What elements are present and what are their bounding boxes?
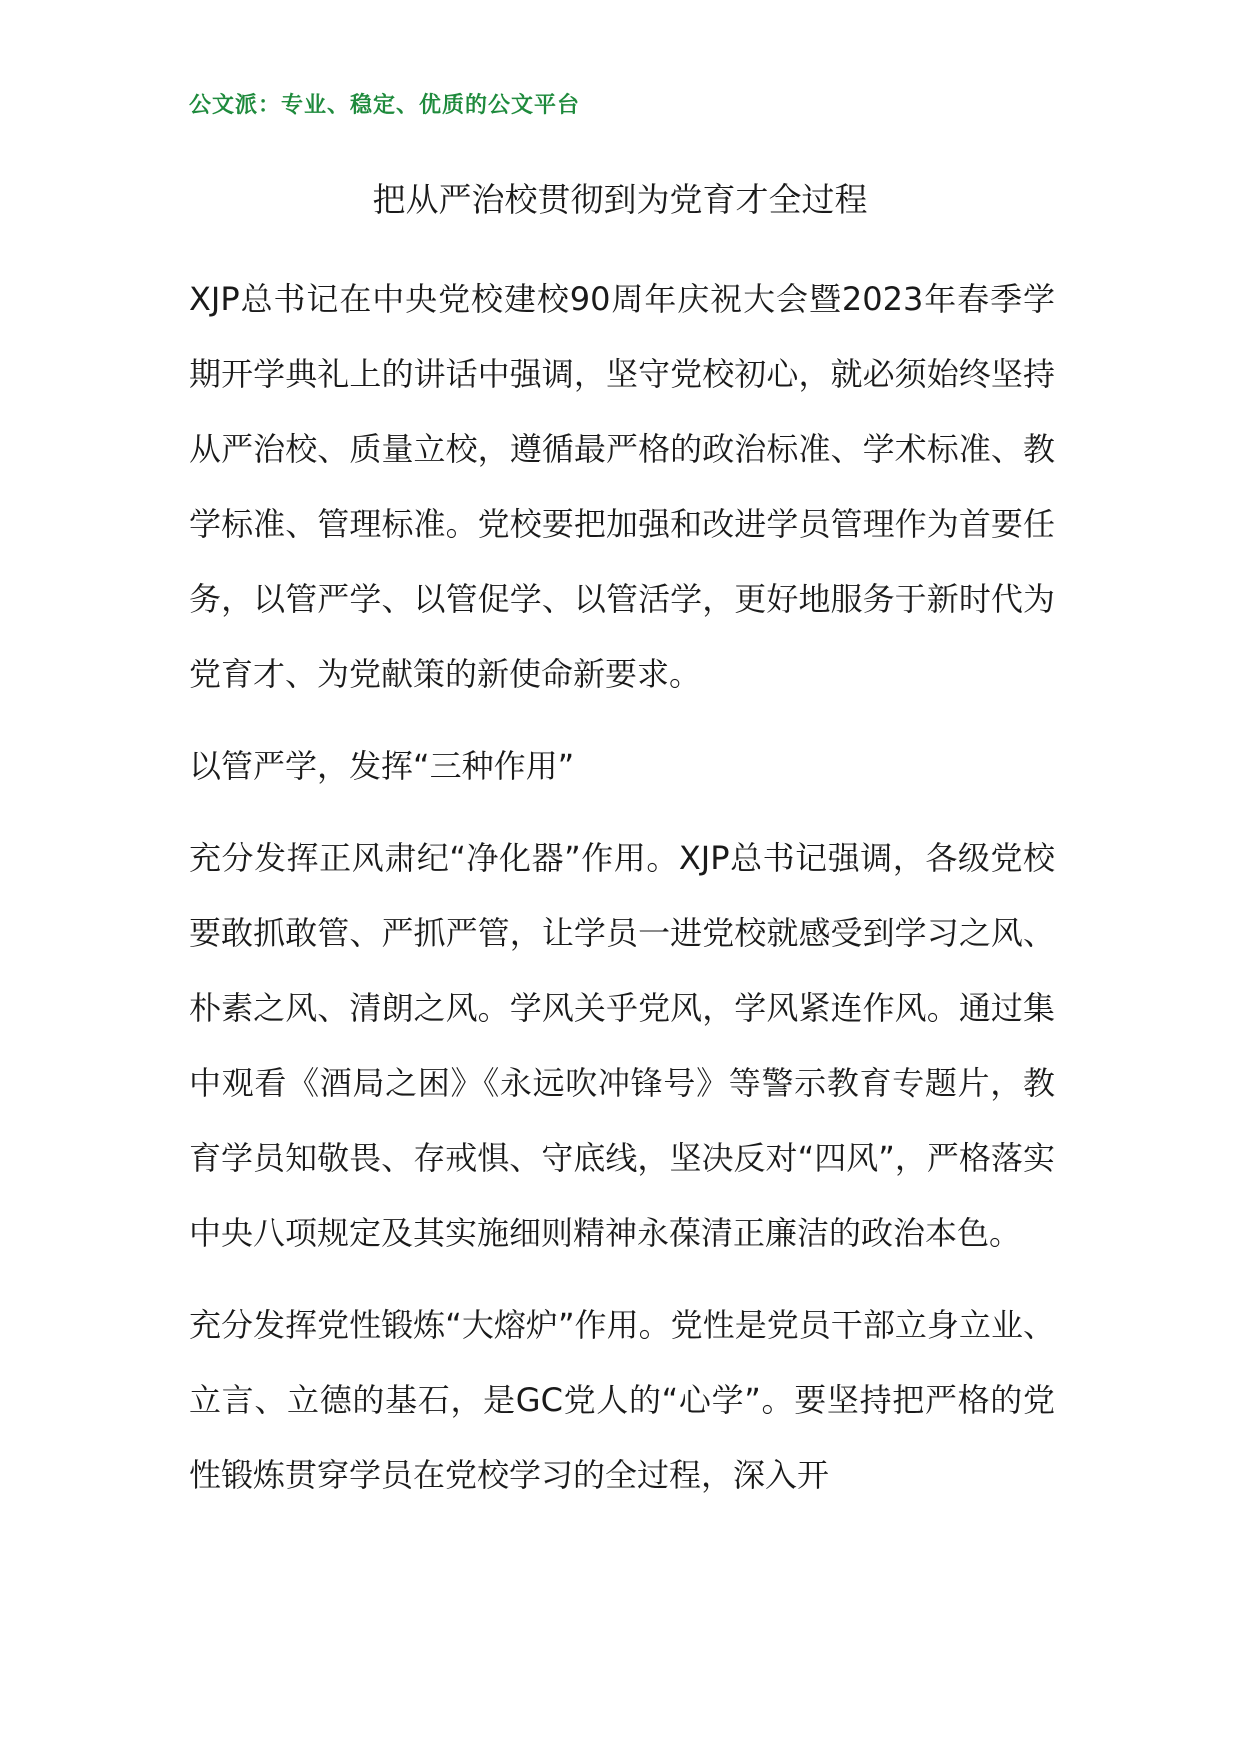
paragraph-intro: XJP总书记在中央党校建校90周年庆祝大会暨2023年春季学期开学典礼上的讲话中强调，坚守党校初心，就必须始终坚持从严治校、质量立校，遵循最严格的政治标准、学术标准、教学标准、管理标准。党校要把加强和改进学员管理作为首要任务，以管严学、以管促学、以管活学，更好地服务于新时代为党育才、为党献策的新使命新要求。 (189, 280, 1055, 693)
section-heading: 以管严学，发挥“三种作用” (189, 747, 575, 785)
document-title: 把从严治校贯彻到为党育才全过程 (372, 180, 868, 219)
paragraph-purifier: 充分发挥正风肃纪“净化器”作用。XJP总书记强调，各级党校要敢抓敢管、严抓严管，让学员一进党校就感受到学习之风、朴素之风、清朗之风。学风关乎党风，学风紧连作风。通过集中观看《酒局之困》《永远吹冲锋号》等警示教育专题片，教育学员知敬畏、存戒惧、守底线，坚决反对“四风”，严格落实中央八项规定及其实施细则精神永葆清正廉洁的政治本色。 (189, 839, 1055, 1252)
platform-header: 公文派：专业、稳定、优质的公文平台 (189, 92, 581, 118)
paragraph-furnace: 充分发挥党性锻炼“大熔炉”作用。党性是党员干部立身立业、立言、立德的基石，是GC党人的“心学”。要坚持把严格的党性锻炼贯穿学员在党校学习的全过程，深入开 (189, 1306, 1055, 1494)
document-body (189, 262, 1055, 1513)
